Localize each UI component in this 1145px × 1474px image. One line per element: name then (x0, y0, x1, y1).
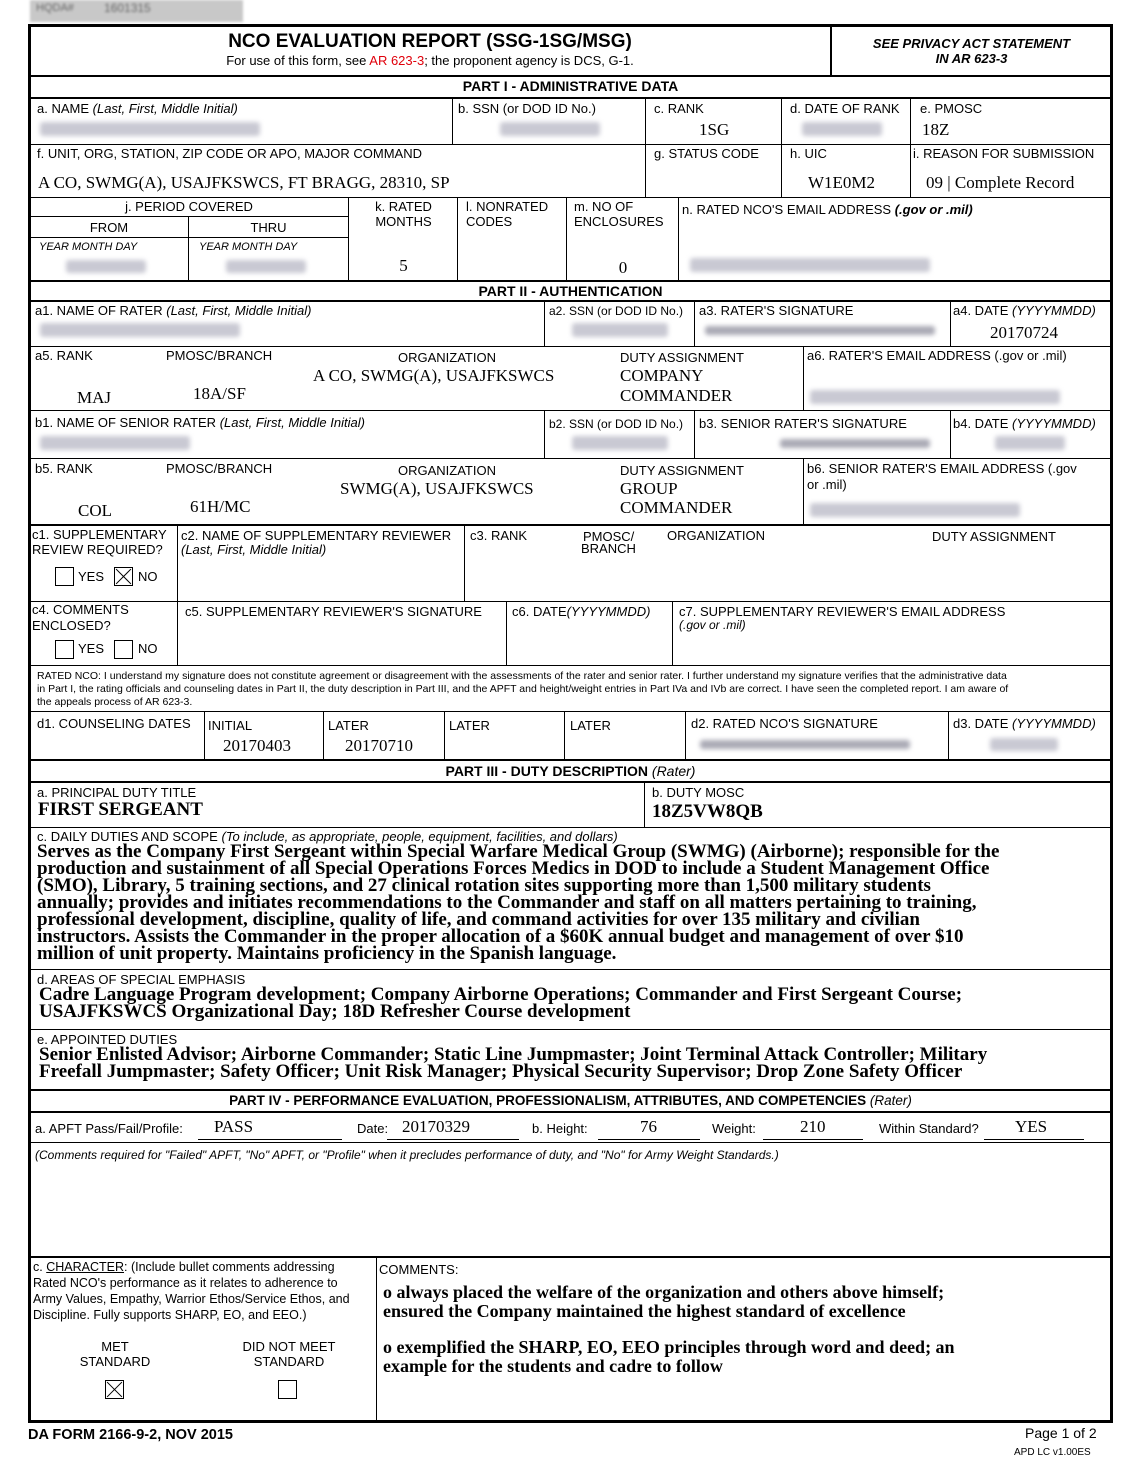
uic-label: h. UIC (790, 146, 827, 161)
rater-duty-line-2: COMMANDER (620, 386, 733, 405)
date-of-rank-redacted (802, 122, 882, 136)
privacy-statement (832, 36, 1111, 66)
c1-yes-label: YES (78, 569, 105, 584)
senior-rater-signature-redacted (780, 439, 930, 448)
ssn-redacted (500, 122, 600, 136)
rated-months-value: 5 (399, 256, 408, 275)
special-emphasis-line: Cadre Language Program development; Company Airborne Operations; Commander and First Sergeant Course; (39, 984, 963, 1005)
use-pre: For use of this form, see (226, 53, 370, 68)
not-met-standard-label: DID NOT MEET STANDARD (242, 1339, 336, 1369)
apft-label: a. APFT Pass/Fail/Profile: (35, 1121, 183, 1136)
from-ymd-label: YEAR MONTH DAY (39, 241, 138, 253)
nonrated-codes-label: l. NONRATED CODES (466, 199, 549, 229)
rater-rank-value: MAJ (77, 388, 112, 407)
special-emphasis-text (39, 986, 962, 1020)
c3-org-label: ORGANIZATION (667, 528, 765, 543)
privacy-line-2: IN AR 623-3 (935, 51, 1008, 66)
daily-duties-line: (SMO), Library, 5 training sections, and 27 clinical rotation sites supporting more than 1,500 military students (37, 875, 931, 896)
character-comments (383, 1283, 955, 1376)
apft-comments-note: (Comments required for "Failed" APFT, "No" APFT, or "Profile" when it precludes performance of duty, and "No" for Army Weight Standards.) (35, 1148, 779, 1162)
apft-date-value: 20170329 (402, 1117, 470, 1136)
senior-rater-name-redacted (40, 436, 190, 450)
rater-signature-label: a3. RATER'S SIGNATURE (699, 303, 854, 318)
rater-rank-label: a5. RANK (35, 348, 93, 363)
c5-label: c5. SUPPLEMENTARY REVIEWER'S SIGNATURE (185, 604, 482, 619)
appointed-duties-line: Freefall Jumpmaster; Safety Officer; Unit Risk Manager; Physical Security Supervisor; Drop Zone Safety Officer (39, 1061, 963, 1082)
duty-mosc-value: 18Z5VW8QB (652, 801, 763, 822)
c4-yes-label: YES (78, 641, 105, 656)
c3-rank-label: c3. RANK (470, 528, 528, 543)
c1-yes-checkbox[interactable] (55, 567, 74, 586)
senior-rater-name-label: b1. NAME OF SENIOR RATER (Last, First, Middle Initial) (35, 415, 365, 430)
from-date-redacted (66, 260, 146, 273)
enclosures-value: 0 (618, 258, 628, 277)
height-value: 76 (640, 1117, 657, 1136)
daily-duties-line: professional development, discipline, quality of life, and command activities for over 135 military and civilian (37, 909, 920, 930)
reason-label: i. REASON FOR SUBMISSION (913, 146, 1095, 161)
later-label-2: LATER (449, 718, 490, 733)
rater-ssn-label: a2. SSN (or DOD ID No.) (549, 304, 684, 318)
rated-email-redacted (690, 258, 930, 272)
later-value-1: 20170710 (345, 736, 413, 755)
c4-label-1: c4. COMMENTS (32, 602, 129, 617)
rated-email-label: n. RATED NCO'S EMAIL ADDRESS (.gov or .mil) (682, 202, 973, 217)
daily-duties-label: c. DAILY DUTIES AND SCOPE (To include, as appropriate, people, equipment, facilities, and dollars) (37, 829, 618, 844)
c7-label: c7. SUPPLEMENTARY REVIEWER'S EMAIL ADDRESS (679, 604, 1006, 619)
hqda-tag (30, 0, 243, 22)
rater-pmosc-label: PMOSC/BRANCH (166, 348, 273, 363)
form-number: DA FORM 2166-9-2, NOV 2015 (28, 1427, 233, 1443)
thru-ymd-label: YEAR MONTH DAY (199, 241, 298, 253)
special-emphasis-line: USAJFKSWCS Organizational Day; 18D Refresher Course development (39, 1001, 631, 1022)
rated-months-label: k. RATED MONTHS (375, 199, 432, 229)
pmosc-value: 18Z (922, 120, 950, 139)
c2-label: c2. NAME OF SUPPLEMENTARY REVIEWER (181, 528, 452, 543)
statement-line-2: in Part I, the rating officials and counseling dates in Part II, the duty description in Part III, and the APFT and height/weight entries in Part IVa and IVb are correct. I have seen the completed report. I am aware of (37, 683, 1009, 695)
c3-pmosc-label: PMOSC/ (583, 529, 635, 544)
c1-label-2: REVIEW REQUIRED? (32, 542, 163, 557)
part4-header: PART IV - PERFORMANCE EVALUATION, PROFESSIONALISM, ATTRIBUTES, AND COMPETENCIES (Rater) (229, 1093, 912, 1108)
initial-value: 20170403 (223, 736, 291, 755)
apft-date-label: Date: (357, 1121, 389, 1136)
character-title: CHARACTER (46, 1260, 125, 1274)
name-label: a. NAME (Last, First, Middle Initial) (37, 101, 238, 116)
comment-bullet-line: o exemplified the SHARP, EO, EEO principles through word and deed; an (383, 1337, 955, 1357)
appointed-duties-label: e. APPOINTED DUTIES (37, 1032, 178, 1047)
rater-duty-line-1: COMPANY (620, 366, 704, 385)
part3-header: PART III - DUTY DESCRIPTION (Rater) (445, 763, 696, 779)
unit-label: f. UNIT, ORG, STATION, ZIP CODE OR APO, MAJOR COMMAND (37, 146, 422, 161)
status-code-label: g. STATUS CODE (654, 146, 759, 161)
rated-nco-date-label: d3. DATE (YYYYMMDD) (953, 716, 1096, 731)
senior-rater-email-label-1: b6. SENIOR RATER'S EMAIL ADDRESS (.gov (807, 461, 1077, 476)
rater-date-value: 20170724 (990, 323, 1058, 342)
rater-pmosc-value: 18A/SF (193, 384, 246, 403)
rank-value: 1SG (699, 120, 730, 139)
senior-rater-email-label-2: or .mil) (807, 477, 847, 492)
rater-email-label: a6. RATER'S EMAIL ADDRESS (.gov or .mil) (807, 348, 1067, 363)
c4-yes-checkbox[interactable] (55, 640, 74, 659)
comments-label: COMMENTS: (379, 1262, 459, 1277)
within-standard-label: Within Standard? (879, 1121, 979, 1136)
c7-hint: (.gov or .mil) (679, 618, 746, 632)
later-label-1: LATER (328, 718, 369, 733)
senior-rater-rank-value: COL (78, 501, 112, 520)
statement-line-1: RATED NCO: I understand my signature does not constitute agreement or disagreement with the assessments of the rater and senior rater. I further understand my signature verifies that the administrative data (37, 670, 1007, 682)
c3-duty-label: DUTY ASSIGNMENT (932, 529, 1057, 544)
version-label: APD LC v1.00ES (1014, 1447, 1091, 1458)
ssn-label: b. SSN (or DOD ID No.) (458, 101, 596, 116)
reason-value: 09 | Complete Record (926, 173, 1075, 192)
rank-label: c. RANK (654, 101, 704, 116)
c1-label-1: c1. SUPPLEMENTARY (32, 527, 167, 542)
rater-org-label: ORGANIZATION (398, 350, 496, 365)
senior-rater-ssn-label: b2. SSN (or DOD ID No.) (549, 417, 684, 431)
senior-rater-rank-label: b5. RANK (35, 461, 93, 476)
comment-bullet-line: ensured the Company maintained the highest standard of excellence (383, 1301, 906, 1321)
c4-label-2: ENCLOSED? (32, 618, 111, 633)
weight-label: Weight: (712, 1121, 756, 1136)
c1-no-label: NO (138, 569, 158, 584)
c2-hint: (Last, First, Middle Initial) (181, 542, 327, 557)
not-met-standard-checkbox[interactable] (278, 1380, 297, 1399)
senior-rater-ssn-redacted (572, 436, 668, 450)
senior-rater-date-redacted (995, 436, 1065, 450)
part1-header: PART I - ADMINISTRATIVE DATA (462, 78, 679, 94)
part2-header: PART II - AUTHENTICATION (478, 283, 663, 299)
comment-bullet-line: example for the students and cadre to follow (383, 1356, 723, 1376)
senior-rater-pmosc-label: PMOSC/BRANCH (166, 461, 273, 476)
weight-value: 210 (800, 1117, 826, 1136)
daily-duties-line: million of unit property. Maintains proficiency in the Spanish language. (37, 943, 617, 964)
comment-bullet-line: o always placed the welfare of the organization and others above himself; (383, 1282, 945, 1302)
page-number: Page 1 of 2 (1025, 1425, 1097, 1441)
rated-nco-statement (37, 670, 1008, 709)
form-subtitle (30, 53, 830, 68)
duty-title-label: a. PRINCIPAL DUTY TITLE (37, 785, 197, 800)
later-label-3: LATER (570, 718, 611, 733)
uic-value: W1E0M2 (808, 173, 876, 192)
senior-rater-signature-label: b3. SENIOR RATER'S SIGNATURE (699, 416, 907, 431)
daily-duties-text (37, 843, 999, 962)
senior-rater-org-value: SWMG(A), USAJFKSWCS (340, 479, 534, 498)
ar-link[interactable]: AR 623-3 (369, 53, 425, 68)
enclosures-label: m. NO OF ENCLOSURES (574, 199, 664, 229)
period-covered-label: j. PERIOD COVERED (125, 199, 253, 214)
rater-email-redacted (810, 390, 1060, 404)
date-of-rank-label: d. DATE OF RANK (790, 101, 900, 116)
rater-duty-label: DUTY ASSIGNMENT (620, 350, 745, 365)
rater-name-label: a1. NAME OF RATER (Last, First, Middle Initial) (35, 303, 312, 318)
hqda-code: 1601315 (104, 1, 151, 15)
rater-signature-redacted (705, 326, 935, 335)
c6-label: c6. DATE(YYYYMMDD) (512, 604, 651, 619)
within-standard-value: YES (1015, 1117, 1048, 1136)
senior-rater-duty-label: DUTY ASSIGNMENT (620, 463, 745, 478)
senior-rater-org-label: ORGANIZATION (398, 463, 496, 478)
senior-rater-pmosc-value: 61H/MC (190, 497, 251, 516)
pmosc-label: e. PMOSC (920, 101, 983, 116)
statement-line-3: the appeals process of AR 623-3. (37, 696, 193, 708)
duty-mosc-label: b. DUTY MOSC (652, 785, 745, 800)
senior-rater-duty-line-2: COMMANDER (620, 498, 733, 517)
duty-title-value: FIRST SERGEANT (38, 799, 203, 820)
privacy-line-1: SEE PRIVACY ACT STATEMENT (872, 36, 1071, 51)
c3-branch-label: BRANCH (581, 541, 636, 556)
hqda-prefix: HQDA# (36, 2, 74, 14)
rater-ssn-redacted (572, 323, 668, 337)
from-label: FROM (89, 220, 129, 235)
rater-name-redacted (40, 323, 240, 337)
daily-duties-line: Serves as the Company First Sergeant within Special Warfare Medical Group (SWMG) (Airborne); responsible for the (37, 841, 1000, 862)
appointed-duties-text (39, 1046, 987, 1080)
c4-no-checkbox[interactable] (114, 640, 133, 659)
apft-value: PASS (214, 1117, 254, 1136)
rater-date-label: a4. DATE (YYYYMMDD) (953, 303, 1096, 318)
met-standard-checkbox[interactable] (105, 1380, 124, 1399)
rated-nco-signature-redacted (700, 740, 910, 749)
rater-org-value: A CO, SWMG(A), USAJFKSWCS (313, 366, 555, 385)
counseling-dates-label: d1. COUNSELING DATES (37, 716, 191, 731)
c4-no-label: NO (138, 641, 158, 656)
appointed-duties-line: Senior Enlisted Advisor; Airborne Commander; Static Line Jumpmaster; Joint Terminal Attack Controller; Military (39, 1044, 988, 1065)
rated-nco-signature-label: d2. RATED NCO'S SIGNATURE (691, 716, 878, 731)
daily-duties-line: annually; provides and initiates recommendations to the Commander and staff on all matters pertaining to training, (37, 892, 977, 913)
use-post: ; the proponent agency is DCS, G-1. (424, 53, 634, 68)
daily-duties-line: production and sustainment of all Special Operations Forces Medics in DOD to include a Student Management Office (37, 858, 990, 879)
character-instructions: c. CHARACTER: (Include bullet comments addressing Rated NCO's performance as it relates to adherence to Army Values, Empathy, Warrior Ethos/Service Ethos, and Discipline. Fully supports SHARP, EO, and EEO.) (33, 1260, 350, 1322)
senior-rater-email-redacted (810, 503, 1020, 517)
c1-no-checkbox[interactable] (114, 567, 133, 586)
thru-label: THRU (250, 220, 287, 235)
daily-duties-line: instructors. Assists the Commander in the proper allocation of a $60K annual budget and management of over $10 (37, 926, 964, 947)
height-label: b. Height: (532, 1121, 588, 1136)
thru-date-redacted (226, 260, 306, 273)
rated-nco-date-redacted (990, 738, 1058, 751)
senior-rater-date-label: b4. DATE (YYYYMMDD) (953, 416, 1096, 431)
met-standard-label: MET STANDARD (79, 1339, 151, 1369)
unit-value: A CO, SWMG(A), USAJFKSWCS, FT BRAGG, 28310, SP (38, 173, 450, 192)
form-title: NCO EVALUATION REPORT (SSG-1SG/MSG) (228, 31, 632, 52)
senior-rater-duty-line-1: GROUP (620, 479, 678, 498)
rated-name-redacted (40, 122, 260, 136)
special-emphasis-label: d. AREAS OF SPECIAL EMPHASIS (37, 972, 246, 987)
initial-label: INITIAL (208, 718, 253, 733)
